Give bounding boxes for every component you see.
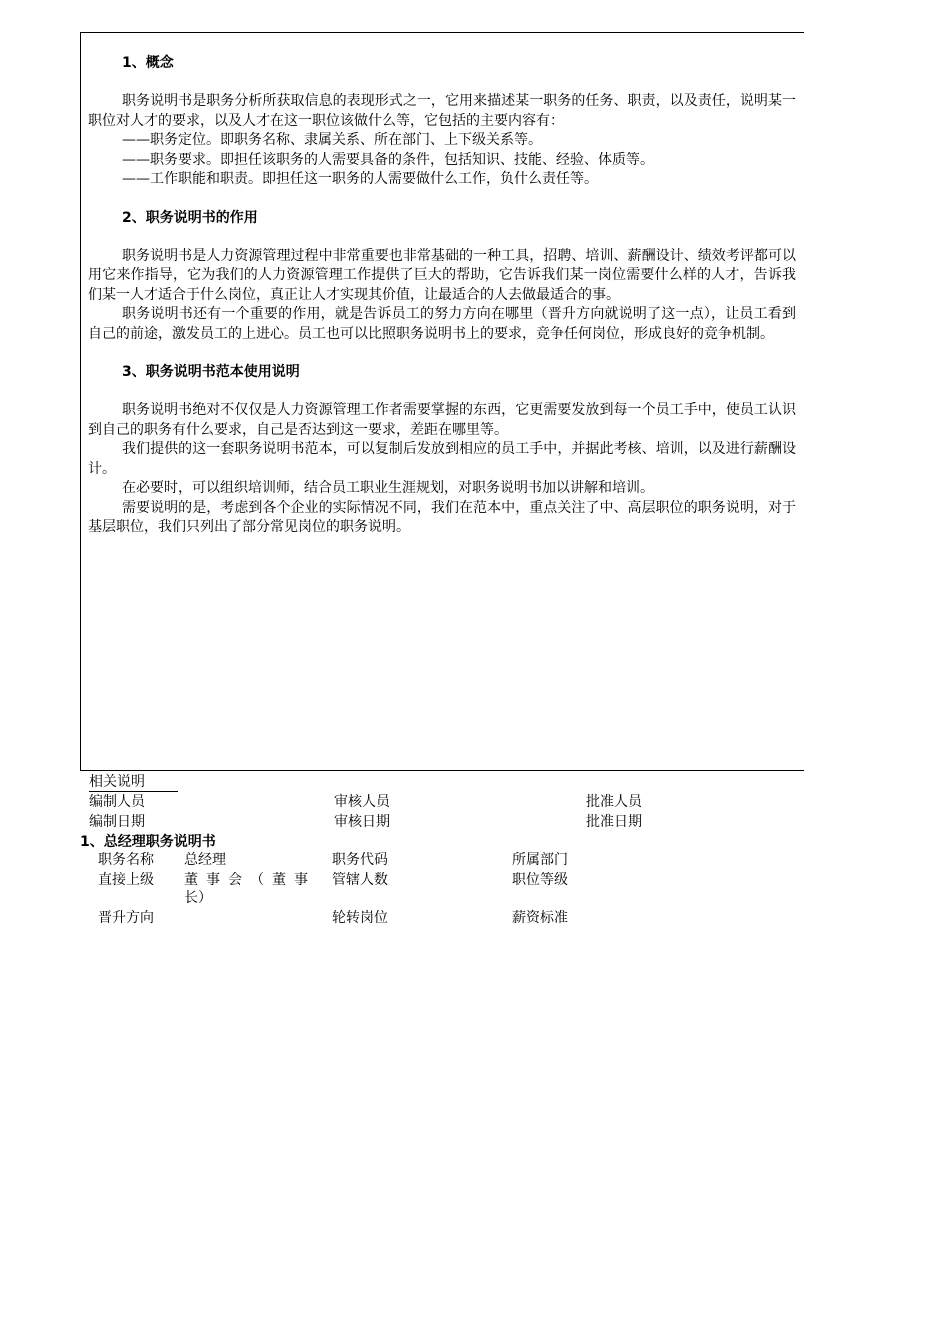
concept-paragraph: 职务说明书是职务分析所获取信息的表现形式之一，它用来描述某一职务的任务、职责，以及责任，说明某一职位对人才的要求，以及人才在这一职位该做什么等，它包括的主要内容有： — [88, 93, 796, 129]
purpose-paragraph-2: 职务说明书还有一个重要的作用，就是告诉员工的努力方向在哪里（晋升方向就说明了这一点），让员工看到自己的前途，激发员工的上进心。员工也可以比照职务说明书上的要求，竞争任何岗位，形成良好的竞争机制。 — [88, 306, 796, 342]
usage-paragraph-2: 我们提供的这一套职务说明书范本，可以复制后发放到相应的员工手中，并据此考核、培训，以及进行薪酬设计。 — [88, 441, 796, 477]
reviewer-label: 审核人员 — [334, 794, 390, 810]
concept-item-duties: ——工作职能和职责。即担任这一职务的人需要做什么工作，负什么责任等。 — [122, 171, 598, 187]
job-name-label: 职务名称 — [98, 852, 154, 868]
job-code-label: 职务代码 — [332, 852, 388, 868]
salary-label: 薪资标准 — [512, 910, 568, 926]
compile-date-label: 编制日期 — [89, 814, 145, 830]
usage-paragraph-3: 在必要时，可以组织培训师，结合员工职业生涯规划，对职务说明书加以讲解和培训。 — [122, 480, 654, 496]
job-dept-label: 所属部门 — [512, 852, 568, 868]
compiler-label: 编制人员 — [89, 794, 145, 810]
concept-item-positioning: ——职务定位。即职务名称、隶属关系、所在部门、上下级关系等。 — [122, 132, 542, 148]
review-date-label: 审核日期 — [334, 814, 390, 830]
section-heading-usage: 3、职务说明书范本使用说明 — [122, 364, 300, 380]
superior-label: 直接上级 — [98, 872, 154, 888]
approve-date-label: 批准日期 — [586, 814, 642, 830]
section-heading-concept: 1、概念 — [122, 55, 174, 71]
job-title: 1、总经理职务说明书 — [80, 834, 216, 850]
usage-paragraph-1: 职务说明书绝对不仅仅是人力资源管理工作者需要掌握的东西，它更需要发放到每一个员工手中，使员工认识到自己的职务有什么要求，自己是否达到这一要求，差距在哪里等。 — [88, 402, 796, 438]
superior-value-line2: 长） — [184, 890, 212, 906]
superior-value-line1: 董事会（董事 — [184, 872, 316, 888]
subordinates-label: 管辖人数 — [332, 872, 388, 888]
approver-label: 批准人员 — [586, 794, 642, 810]
purpose-paragraph-1: 职务说明书是人力资源管理过程中非常重要也非常基础的一种工具，招聘、培训、薪酬设计、绩效考评都可以用它来作指导，它为我们的人力资源管理工作提供了巨大的帮助，它告诉我们某一岗位需要什么样的人才，告诉我们某一人才适合于什么岗位，真正让人才实现其价值，让最适合的人去做最适合的事。 — [88, 247, 796, 303]
usage-paragraph-4: 需要说明的是，考虑到各个企业的实际情况不同，我们在范本中，重点关注了中、高层职位的职务说明，对于基层职位，我们只列出了部分常见岗位的职务说明。 — [88, 499, 796, 535]
concept-item-requirements: ——职务要求。即担任该职务的人需要具备的条件，包括知识、技能、经验、体质等。 — [122, 151, 654, 168]
grade-label: 职位等级 — [512, 872, 568, 888]
promotion-label: 晋升方向 — [98, 910, 154, 926]
section-heading-purpose: 2、职务说明书的作用 — [122, 209, 258, 226]
meta-title: 相关说明 — [89, 773, 178, 792]
document-body — [88, 54, 796, 538]
rotation-label: 轮转岗位 — [332, 910, 388, 926]
job-name-value: 总经理 — [184, 852, 226, 868]
